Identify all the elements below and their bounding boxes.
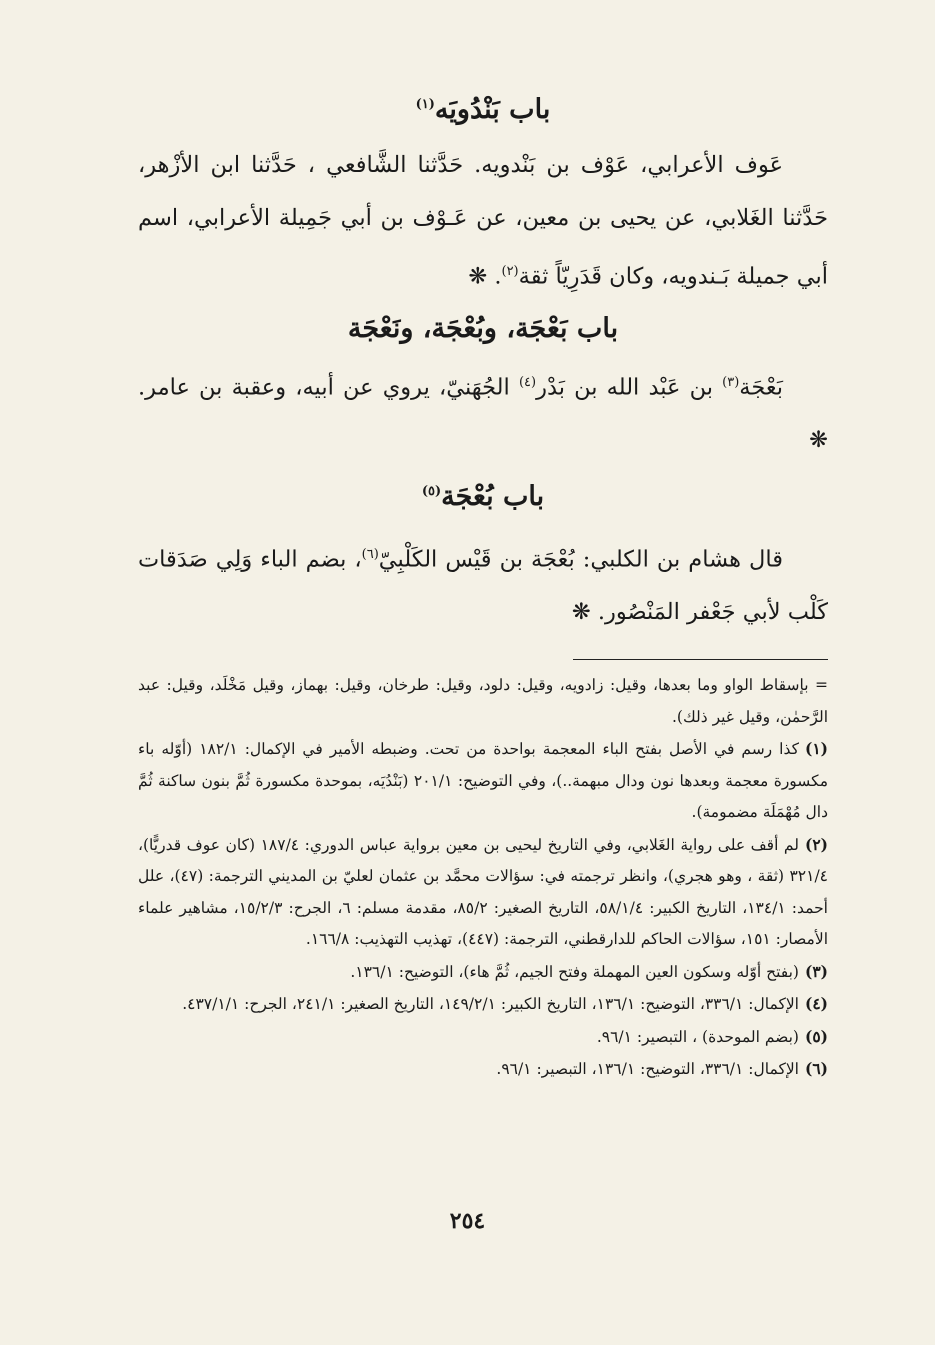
page-number: ٢٥٤: [449, 1208, 486, 1234]
footnote-2: [138, 829, 828, 956]
footnote-number: (٣): [804, 961, 828, 981]
footnote-ref: (٣): [722, 374, 740, 390]
footnote-continuation: = بإسقاط الواو وما بعدها، وقيل: زادويه، وقيل: دلود، وقيل: طرخان، وقيل: بهماز، وقيل مَخْلَد، وقيل: عبد الرَّحمٰن، وقيل غير ذلك).: [138, 676, 828, 726]
footnote-number: (٤): [804, 994, 828, 1013]
paragraph-text: بَعْجَة: [739, 374, 783, 400]
footnote-4: [138, 988, 828, 1021]
footnote-ref: (٦): [361, 546, 379, 562]
footnote-ref: (٤): [518, 374, 537, 390]
footnote-divider: [573, 659, 828, 660]
footnote-3: [138, 956, 828, 989]
text-column: [138, 90, 828, 1086]
footnote-1: [138, 733, 828, 829]
footnote-text: كذا رسم في الأصل بفتح الباء المعجمة بواحدة من تحت. وضبطه الأمير في الإكمال: ١٨٢/١ (أوّله باء مكسورة معجمة وبعدها نون ودال مبهمة..)، وفي التوضيح: ٢٠١/١ (بَنْدُيَه، بموحدة مكسورة ثُمَّ بنون ساكنة ثُمَّ دال مُهْمَلَة مضمومة).: [138, 740, 829, 821]
paragraph-awf: [138, 139, 828, 304]
footnote-text: الإكمال: ٣٣٦/١، التوضيح: ١٣٦/١، التبصير: ٩٦/١.: [496, 1060, 799, 1078]
section-heading-baajah: [138, 309, 828, 350]
footnote-number: (٢): [804, 834, 828, 854]
paragraph-text: عَوف الأعرابي، عَوْف بن بَنْدويه. حَدَّثنا الشَّافعي ، حَدَّثنا ابن الأزْهر، حَدَّثنا الغَلابي، عن يحيى بن معين، عن عَـوْف بن أبي جَمِيلة الأعرابي، اسم أبي جميلة بَـندويه، وكان قَدَرِيّاً ثقة: [138, 151, 828, 289]
paragraph-text: ، بضم الباء وَلِي صَدَقات كَلْب لأبي جَعْفر المَنْصُور. ❋: [138, 546, 828, 625]
footnote-text: (بفتح أوّله وسكون العين المهملة وفتح الجيم، ثُمَّ هاء)، التوضيح: ١٣٦/١.: [350, 962, 799, 981]
footnote-ref: (١): [415, 97, 435, 112]
footnote-5: [138, 1021, 828, 1054]
paragraph-text: بن عَبْد الله بن بَدْر: [536, 374, 723, 400]
footnote-number: (٥): [804, 1026, 828, 1046]
paragraph-text: الجُهَنيّ، يروي عن أبيه، وعقبة بن عامر. ❋: [138, 374, 828, 453]
paragraph-text: قال هشام بن الكلبي: بُعْجَة بن قَيْس الكَلْبِيّ: [378, 546, 783, 572]
heading-text: باب بَعْجَة، وبُعْجَة، ونَعْجَة: [347, 313, 619, 344]
footnote-number: (٦): [804, 1059, 828, 1078]
footnote-text: لم أقف على رواية الغَلابي، وفي التاريخ ليحيى بن معين برواية عباس الدوري: ١٨٧/٤ (كان عوف قدريًّا)، ٣٢١/٤ (ثقة ، وهو هجري)، وانظر ترجمته في: سؤالات محمَّد بن عثمان لعليّ بن المديني الترجمة: (٤٧)، علل أحمد: ١٣٤/١، التاريخ الكبير: ٥٨/١/٤، التاريخ الصغير: ٨٥/٢، مقدمة مسلم: ٦، الجرح: ١٥/٢/٣، مشاهير علماء الأمصار: ١٥١، سؤالات الحاكم للدارقطني، الترجمة: (٤٤٧)، تهذيب التهذيب: ١٦٦/٨.: [138, 835, 828, 948]
section-heading-bandawayh: [138, 90, 828, 131]
heading-text: باب بَنْدُويَه: [434, 94, 551, 125]
footnote-text: الإكمال: ٣٣٦/١، التوضيح: ١٣٦/١، التاريخ الكبير: ١٤٩/٢/١، التاريخ الصغير: ٢٤١/١، الجرح: ٤٣٧/١/١.: [182, 995, 799, 1013]
footnote-ref: (٢): [501, 263, 519, 279]
section-heading-buajah: [138, 477, 828, 518]
footnote-6: [138, 1053, 828, 1086]
heading-text: باب بُعْجَة: [441, 481, 545, 512]
footnote-text: (بضم الموحدة) ، التبصير: ٩٦/١.: [596, 1027, 799, 1046]
footnote-number: (١): [804, 739, 828, 758]
paragraph-buajah: [138, 528, 828, 640]
footnote-ref: (٥): [421, 484, 442, 499]
paragraph-end: . ❋: [468, 263, 502, 289]
paragraph-baajah: [138, 356, 828, 468]
